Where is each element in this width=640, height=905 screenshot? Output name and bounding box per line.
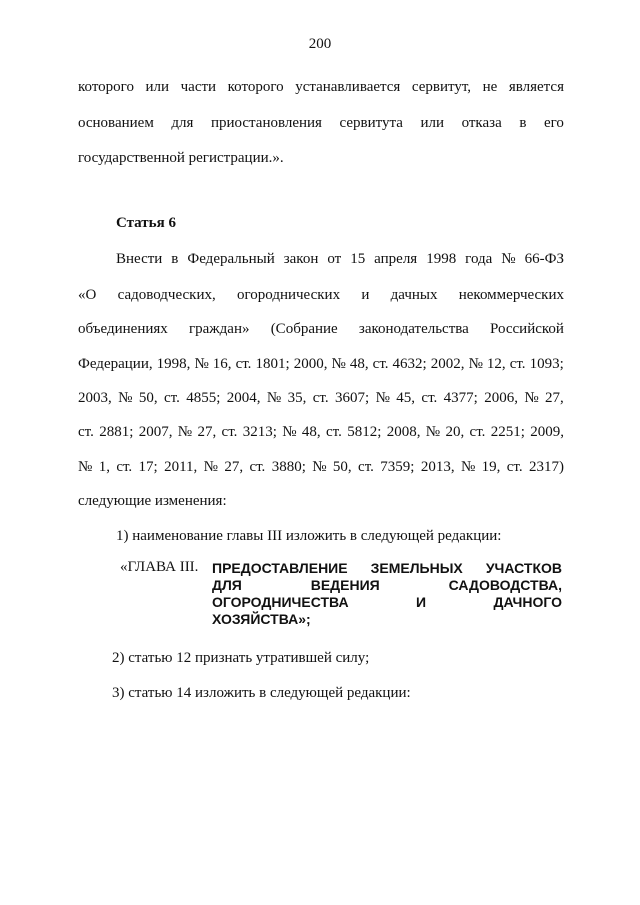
word: № (468, 356, 483, 372)
word: ОГОРОДНИЧЕСТВА (212, 594, 349, 610)
article-line-4 (78, 355, 564, 373)
word: ст. (235, 356, 252, 372)
word: № (425, 424, 441, 440)
word: 66-ФЗ (524, 251, 564, 267)
article-line-2 (78, 286, 564, 304)
word: 2013, (420, 459, 455, 475)
intro-line-2 (78, 114, 564, 132)
chapter-label: «ГЛАВА III. (120, 559, 199, 575)
word: не (482, 79, 498, 95)
word: ВЕДЕНИЯ (310, 577, 380, 593)
word: ПРЕДОСТАВЛЕНИЕ (212, 560, 348, 576)
word: законодательства (358, 321, 469, 337)
word: 2009, (530, 424, 564, 440)
word: основанием (78, 115, 154, 131)
word: 2004, (226, 390, 261, 406)
article-line-6 (78, 423, 564, 441)
word: граждан» (188, 321, 250, 337)
word: которого (78, 79, 134, 95)
word: ст. (372, 356, 389, 372)
word: приостановления (210, 115, 322, 131)
word: № (501, 251, 516, 267)
word: 50, (138, 390, 158, 406)
word: 2317) (528, 459, 564, 475)
word: 1998, (156, 356, 191, 372)
word: 4632; (392, 356, 427, 372)
word: И (416, 594, 427, 610)
word: 1, (98, 459, 110, 475)
word: апреля (374, 251, 418, 267)
word: № (177, 424, 193, 440)
word: является (508, 79, 564, 95)
article-line-7 (78, 458, 564, 476)
word: ст. (509, 356, 526, 372)
word: Федеральный (187, 251, 275, 267)
word: 2006, (484, 390, 518, 406)
word: 5812; (347, 424, 382, 440)
word: № (282, 424, 297, 440)
word: ст. (163, 390, 180, 406)
word: закон (283, 251, 319, 267)
word: 16, (212, 356, 232, 372)
word: № (460, 459, 476, 475)
chapter-title-line-1 (212, 560, 562, 577)
word: 4855; (186, 390, 221, 406)
word: 2000, (293, 356, 328, 372)
word: № (375, 390, 390, 406)
word: № (312, 459, 327, 475)
word: 2002, (430, 356, 465, 372)
word: объединениях (78, 321, 168, 337)
word: устанавливается (295, 79, 401, 95)
word: части (180, 79, 217, 95)
word: которого (227, 79, 284, 95)
chapter-title-line-4: ХОЗЯЙСТВА»; (212, 611, 311, 627)
word: 12, (486, 356, 506, 372)
word: ст. (421, 390, 438, 406)
word: «О (78, 287, 97, 303)
word: 3213; (242, 424, 277, 440)
word: или (420, 115, 445, 131)
word: (Собрание (270, 321, 338, 337)
word: 27, (224, 459, 244, 475)
word: ДАЧНОГО (493, 594, 562, 610)
word: Российской (490, 321, 564, 337)
intro-line-1 (78, 78, 564, 96)
word: 2011, (164, 459, 198, 475)
word: ст. (506, 459, 523, 475)
page-number: 200 (308, 36, 332, 52)
word: 19, (481, 459, 501, 475)
word: 20, (445, 424, 465, 440)
word: № (78, 459, 93, 475)
word: Внести (116, 251, 163, 267)
intro-line-3: государственной регистрации.». (78, 150, 284, 166)
word: ст. (221, 424, 238, 440)
word: года (465, 251, 493, 267)
list-item-3: 3) статью 14 изложить в следующей редакции: (112, 685, 411, 701)
word: 27, (197, 424, 217, 440)
word: 2008, (386, 424, 421, 440)
word: 2007, (138, 424, 173, 440)
word: № (331, 356, 346, 372)
word: 48, (349, 356, 369, 372)
word: в (519, 115, 527, 131)
word: сервитута (339, 115, 403, 131)
word: ст. (312, 390, 329, 406)
word: 50, (332, 459, 352, 475)
word: садоводческих, (117, 287, 216, 303)
word: ст. (358, 459, 374, 475)
article-line-5 (78, 389, 564, 407)
word: 2881; (99, 424, 134, 440)
article-line-8: следующие изменения: (78, 493, 227, 509)
word: 1998 (426, 251, 457, 267)
word: некоммерческих (458, 287, 564, 303)
list-item-1: 1) наименование главы III изложить в следующей редакции: (116, 528, 502, 544)
word: 45, (396, 390, 416, 406)
word: от (327, 251, 342, 267)
word: 7359; (380, 459, 415, 475)
word: его (543, 115, 564, 131)
word: ст. (116, 459, 133, 475)
word: или (145, 79, 170, 95)
word: 3607; (335, 390, 370, 406)
word: УЧАСТКОВ (485, 560, 562, 576)
word: Федерации, (78, 356, 153, 372)
word: отказа (461, 115, 502, 131)
word: 48, (301, 424, 321, 440)
word: САДОВОДСТВА, (448, 577, 562, 593)
word: 1093; (529, 356, 564, 372)
word: в (171, 251, 179, 267)
word: и (361, 287, 370, 303)
word: 27, (545, 390, 564, 406)
word: 3880; (271, 459, 306, 475)
word: сервитут, (411, 79, 472, 95)
list-item-2: 2) статью 12 признать утратившей силу; (112, 650, 370, 666)
word: ДЛЯ (212, 577, 242, 593)
word: 1801; (255, 356, 290, 372)
word: ст. (326, 424, 342, 440)
word: 35, (287, 390, 307, 406)
word: № (203, 459, 218, 475)
word: 17; (138, 459, 158, 475)
chapter-title-line-2 (212, 577, 562, 594)
word: ЗЕМЕЛЬНЫХ (370, 560, 463, 576)
word: огороднических (236, 287, 341, 303)
article-heading: Статья 6 (116, 215, 176, 231)
word: 2251; (490, 424, 525, 440)
article-line-1 (116, 250, 564, 268)
word: ст. (249, 459, 266, 475)
word: 2003, (78, 390, 112, 406)
word: ст. (469, 424, 486, 440)
word: 15 (350, 251, 366, 267)
chapter-title-line-3 (212, 594, 562, 611)
article-line-3 (78, 320, 564, 338)
word: дачных (390, 287, 438, 303)
word: № (118, 390, 133, 406)
word: 4377; (443, 390, 478, 406)
word: № (524, 390, 539, 406)
word: № (266, 390, 282, 406)
word: № (194, 356, 209, 372)
word: ст. (78, 424, 94, 440)
word: для (171, 115, 194, 131)
